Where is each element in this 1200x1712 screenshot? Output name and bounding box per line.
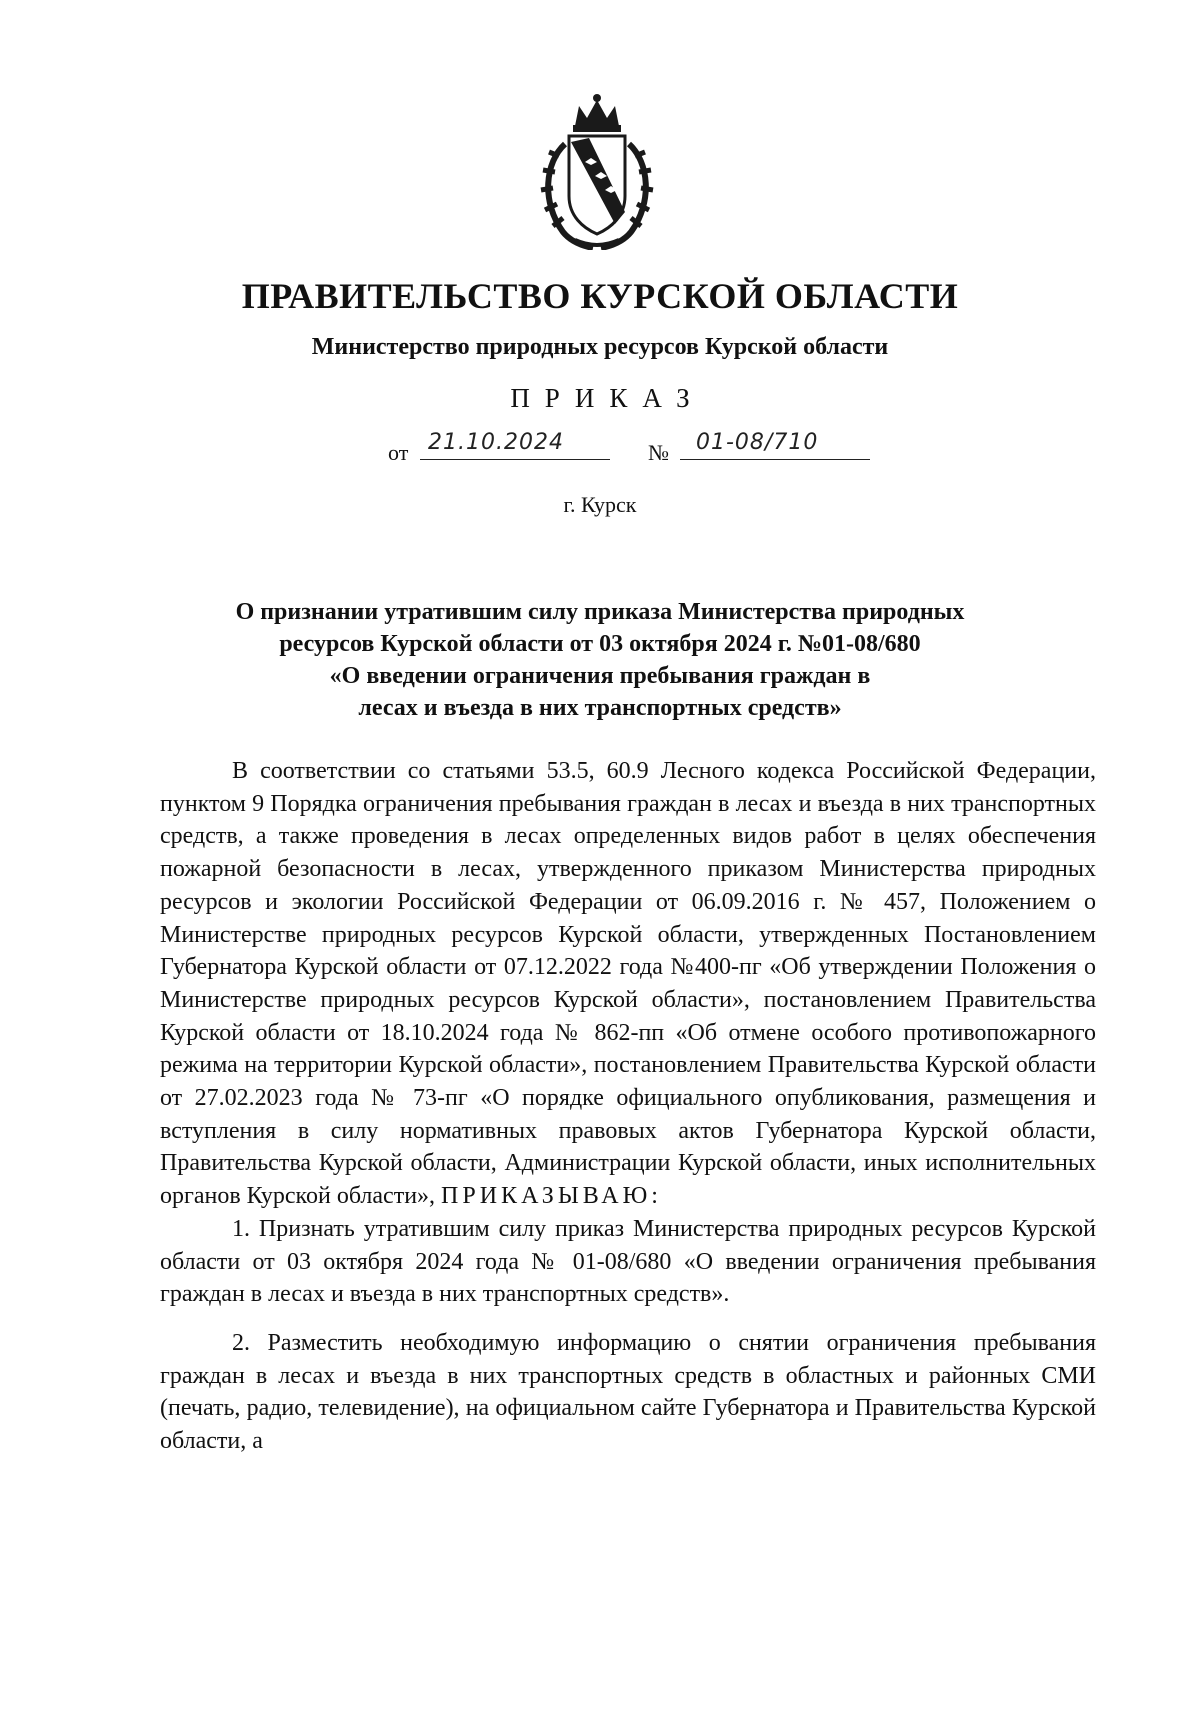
date-label: от [388, 440, 409, 465]
order-word: ПРИКАЗЫВАЮ: [441, 1183, 662, 1210]
number-label: № [648, 440, 669, 465]
government-title: ПРАВИТЕЛЬСТВО КУРСКОЙ ОБЛАСТИ [241, 276, 959, 316]
ministry-name: Министерство природных ресурсов Курской области [311, 334, 889, 360]
city: г. Курск [563, 492, 637, 517]
preamble-text: В соответствии со статьями 53.5, 60.9 Лесного кодекса Российской Федерации, пунктом 9 Порядка ограничения пребывания граждан в лесах и въезда в них транспортных средств, а также проведения в лесах определенных видов работ в целях обеспечения пожарной безопасности в лесах, утвержденного приказом Министерства природных ресурсов и экологии Российской Федерации от 06.09.2016 г. № 457, Положением о Министерстве природных ресурсов Курской области, утвержденных Постановлением Губернатора Курской области от 07.12.2022 года №400-пг «Об утверждении Положения о Министерстве природных ресурсов Курской области», постановлением Правительства Курской области от 18.10.2024 года № 862-пп «Об отмене особого противопожарного режима на территории Курской области», постановлением Правительства Курской области от 27.02.2023 года № 73-пг «О порядке официального опубликования, размещения и вступления в силу нормативных правовых актов Губернатора Курской области, Правительства Курской области, Администрации Курской области, иных исполнительных органов Курской области», [160, 758, 1096, 1210]
subject-line: ресурсов Курской области от 03 октября 2024 г. №01-08/680 [279, 631, 921, 657]
preamble-paragraph [160, 755, 1096, 1213]
document-type: ПРИКАЗ [510, 383, 705, 413]
subject-line: «О введении ограничения пребывания граждан в [329, 663, 871, 689]
coat-of-arms-emblem [535, 92, 659, 250]
date-number-line [388, 430, 888, 470]
subject-line: лесах и въезда в них транспортных средств» [358, 695, 842, 721]
order-item-2: 2. Разместить необходимую информацию о снятии ограничения пребывания граждан в лесах и въезда в них транспортных средств в областных и районных СМИ (печать, радио, телевидение), на официальном сайте Губернатора и Правительства Курской области, а [160, 1329, 1096, 1455]
document-body [160, 755, 1096, 1458]
order-item-1: 1. Признать утратившим силу приказ Министерства природных ресурсов Курской области от 03 октября 2024 года № 01-08/680 «О введении ограничения пребывания граждан в лесах и въезда в них транспортных средств». [160, 1215, 1096, 1308]
handwritten-date: 21.10.2024 [420, 430, 610, 460]
subject-line: О признании утратившим силу приказа Министерства природных [235, 599, 965, 625]
document-subject [0, 596, 1200, 724]
handwritten-number: 01-08/710 [680, 430, 870, 460]
